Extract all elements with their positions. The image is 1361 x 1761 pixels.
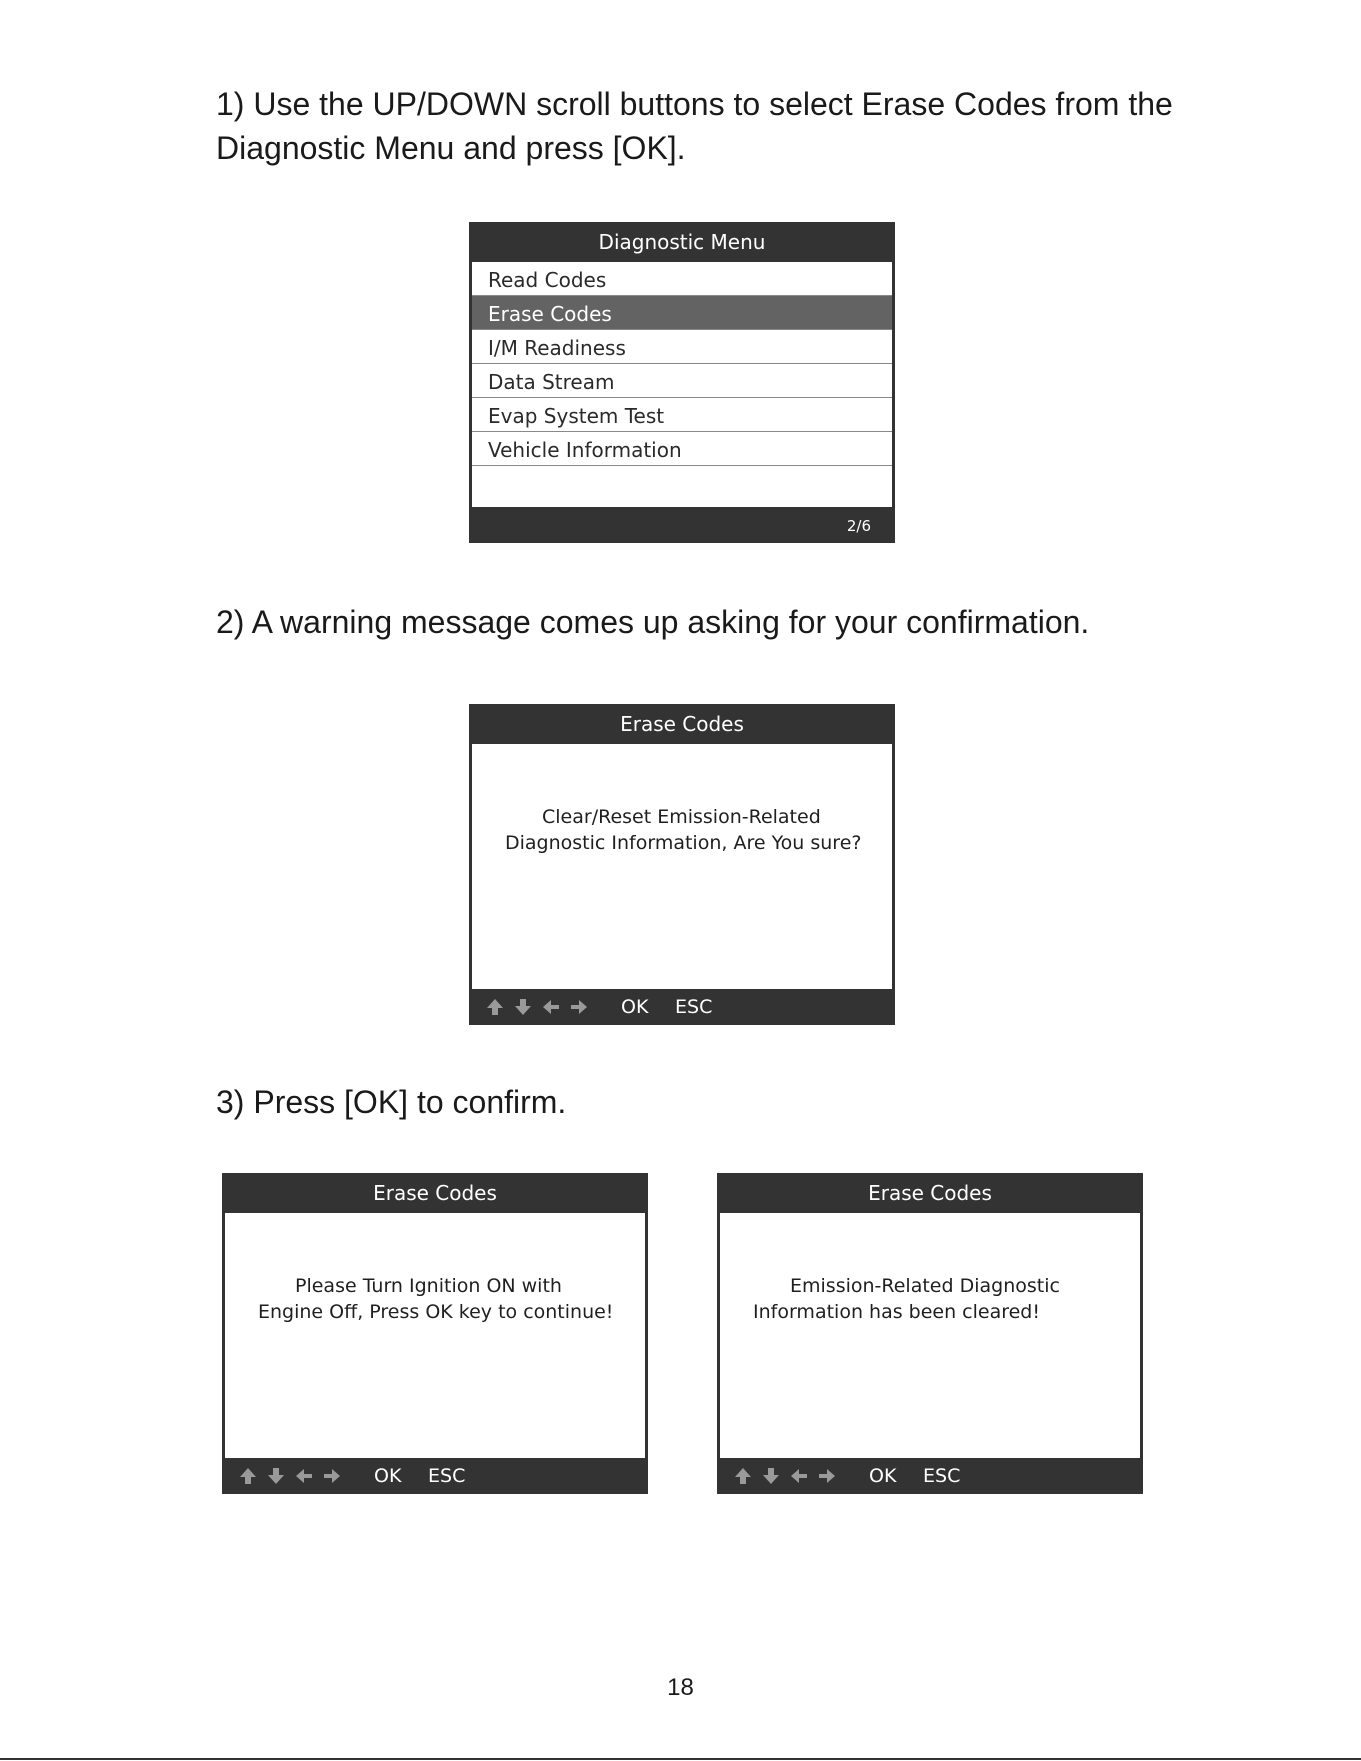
arrow-left-icon[interactable] — [541, 997, 561, 1017]
arrow-down-icon[interactable] — [513, 997, 533, 1017]
arrow-down-icon[interactable] — [761, 1466, 781, 1486]
arrow-left-icon[interactable] — [294, 1466, 314, 1486]
ok-button[interactable]: OK — [621, 996, 649, 1018]
screen-body — [720, 1213, 1140, 1458]
screen-title: Erase Codes — [868, 1181, 992, 1205]
step-3-instruction: 3) Press [OK] to confirm. — [216, 1084, 567, 1120]
menu-item-evap-system-test[interactable]: Evap System Test — [472, 398, 892, 432]
step-1-instruction: 1) Use the UP/DOWN scroll buttons to select Erase Codes from the Diagnostic Menu and press [OK]. — [216, 86, 1173, 166]
screen-body — [472, 262, 892, 507]
screen-title: Erase Codes — [373, 1181, 497, 1205]
warning-message: Clear/Reset Emission-Related Diagnostic Information, Are You sure? — [505, 806, 862, 854]
nav-arrows — [238, 1458, 342, 1494]
esc-button[interactable]: ESC — [428, 1465, 466, 1487]
arrow-down-icon[interactable] — [266, 1466, 286, 1486]
arrow-right-icon[interactable] — [322, 1466, 342, 1486]
arrow-right-icon[interactable] — [569, 997, 589, 1017]
arrow-left-icon[interactable] — [789, 1466, 809, 1486]
screen-body — [225, 1213, 645, 1458]
nav-arrows — [733, 1458, 837, 1494]
ok-button[interactable]: OK — [374, 1465, 402, 1487]
arrow-up-icon[interactable] — [485, 997, 505, 1017]
page-indicator: 2/6 — [846, 517, 871, 535]
ok-button[interactable]: OK — [869, 1465, 897, 1487]
nav-arrows — [485, 989, 589, 1025]
erase-warning-screen — [469, 704, 895, 1025]
codes-cleared-screen — [717, 1173, 1143, 1494]
screen-footer — [717, 1458, 1143, 1494]
menu-list — [472, 262, 892, 500]
screen-footer — [469, 989, 895, 1025]
arrow-up-icon[interactable] — [733, 1466, 753, 1486]
esc-button[interactable]: ESC — [675, 996, 713, 1018]
menu-item-im-readiness[interactable]: I/M Readiness — [472, 330, 892, 364]
screen-footer — [222, 1458, 648, 1494]
screen-title: Diagnostic Menu — [598, 230, 766, 254]
menu-item-vehicle-information[interactable]: Vehicle Information — [472, 432, 892, 466]
menu-item-read-codes[interactable]: Read Codes — [472, 262, 892, 296]
arrow-up-icon[interactable] — [238, 1466, 258, 1486]
step-2-instruction: 2) A warning message comes up asking for your confirmation. — [216, 604, 1090, 640]
screen-title: Erase Codes — [620, 712, 744, 736]
arrow-right-icon[interactable] — [817, 1466, 837, 1486]
diagnostic-menu-screen — [469, 222, 895, 543]
screen-footer — [469, 507, 895, 543]
page-number: 18 — [667, 1674, 694, 1701]
ignition-prompt-screen — [222, 1173, 648, 1494]
bottom-divider — [0, 1758, 1361, 1760]
menu-item-data-stream[interactable]: Data Stream — [472, 364, 892, 398]
menu-item-empty — [472, 466, 892, 500]
cleared-message: Emission-Related Diagnostic Information has been cleared! — [753, 1275, 1060, 1323]
ignition-message: Please Turn Ignition ON with Engine Off, Press OK key to continue! — [258, 1275, 614, 1323]
esc-button[interactable]: ESC — [923, 1465, 961, 1487]
menu-item-erase-codes[interactable]: Erase Codes — [472, 296, 892, 330]
screen-body — [472, 744, 892, 989]
